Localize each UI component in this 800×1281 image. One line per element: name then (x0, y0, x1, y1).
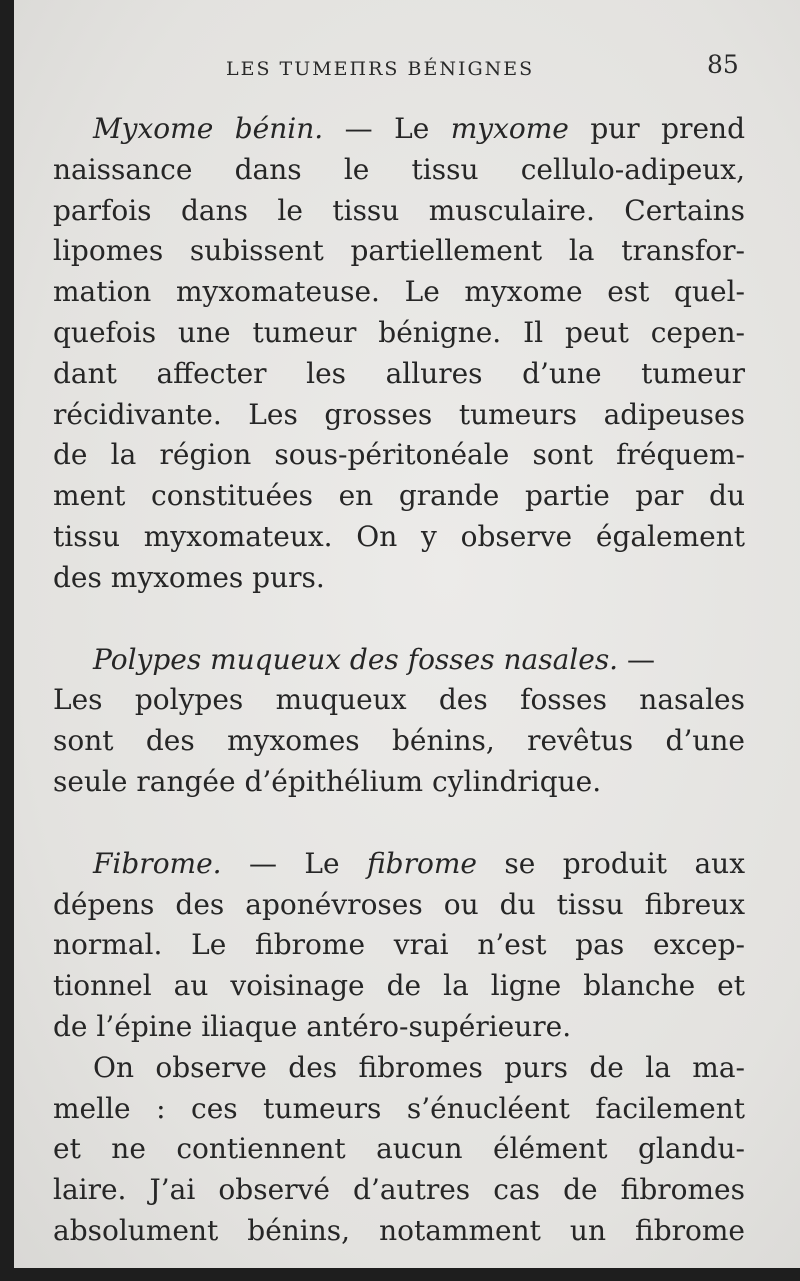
paragraph-fibromes-mamelle (53, 1048, 745, 1252)
section-heading-fibrome: Fibrome. (93, 846, 222, 880)
text-line: normal. Le fibrome vrai n’est pas excep- (53, 928, 745, 962)
text-line: Myxome bénin. — Le myxome pur prend (93, 112, 745, 145)
text-line: des myxomes purs. (53, 560, 325, 594)
text-line: et ne contiennent aucun élément glandu- (53, 1132, 745, 1166)
text-line: melle : ces tumeurs s’énucléent facilement (53, 1091, 745, 1125)
section-heading-polypes: Polypes muqueux des fosses nasales. (93, 642, 619, 676)
text-line: Polypes muqueux des fosses nasales. — (93, 642, 655, 676)
text-line: quefois une tumeur bénigne. Il peut cepen- (53, 315, 745, 349)
term-myxome: myxome (450, 112, 569, 145)
text-line: naissance dans le tissu cellulo-adipeux, (53, 152, 745, 186)
text-line: dépens des aponévroses ou du tissu fibreux (53, 887, 745, 921)
paragraph-polypes (53, 640, 745, 803)
text-line: ment constituées en grande partie par du (53, 479, 745, 513)
text-line: seule rangée d’épithélium cylindrique. (53, 764, 602, 798)
section-heading-myxome: Myxome bénin. (93, 112, 324, 145)
text-line: laire. J’ai observé d’autres cas de fibromes (53, 1173, 745, 1207)
text-line: de l’épine iliaque antéro-supérieure. (53, 1009, 572, 1043)
text-line: dant affecter les allures d’une tumeur (53, 356, 745, 390)
running-head (14, 50, 800, 82)
text-line: parfois dans le tissu musculaire. Certains (53, 193, 745, 227)
paragraph-gap (53, 599, 745, 640)
book-page (14, 0, 800, 1268)
text-line: lipomes subissent partiellement la transfor- (53, 234, 745, 268)
text-line: Les polypes muqueux des fosses nasales (53, 683, 745, 717)
paragraph-myxome (53, 109, 745, 599)
running-title: LES TUMEΠRS BÉNIGNES (226, 58, 535, 80)
text-line: tionnel au voisinage de la ligne blanche et (53, 969, 745, 1003)
text-line: On observe des fibromes purs de la ma- (93, 1050, 745, 1084)
paragraph-fibrome (53, 844, 745, 1048)
paragraph-gap (53, 803, 745, 844)
text-line: récidivante. Les grosses tumeurs adipeuses (53, 397, 745, 431)
text-line: Fibrome. — Le fibrome se produit aux (93, 846, 745, 880)
body-text (53, 109, 745, 1252)
text-line: absolument bénins, notamment un fibrome (53, 1213, 745, 1247)
text-line: tissu myxomateux. On y observe également (53, 519, 745, 553)
text-line: mation myxomateuse. Le myxome est quel- (53, 275, 745, 309)
page-number: 85 (707, 50, 739, 79)
term-fibrome: fibrome (366, 846, 477, 880)
text-line: de la région sous-péritonéale sont fréquem- (53, 438, 745, 472)
text-line: sont des myxomes bénins, revêtus d’une (53, 724, 745, 758)
